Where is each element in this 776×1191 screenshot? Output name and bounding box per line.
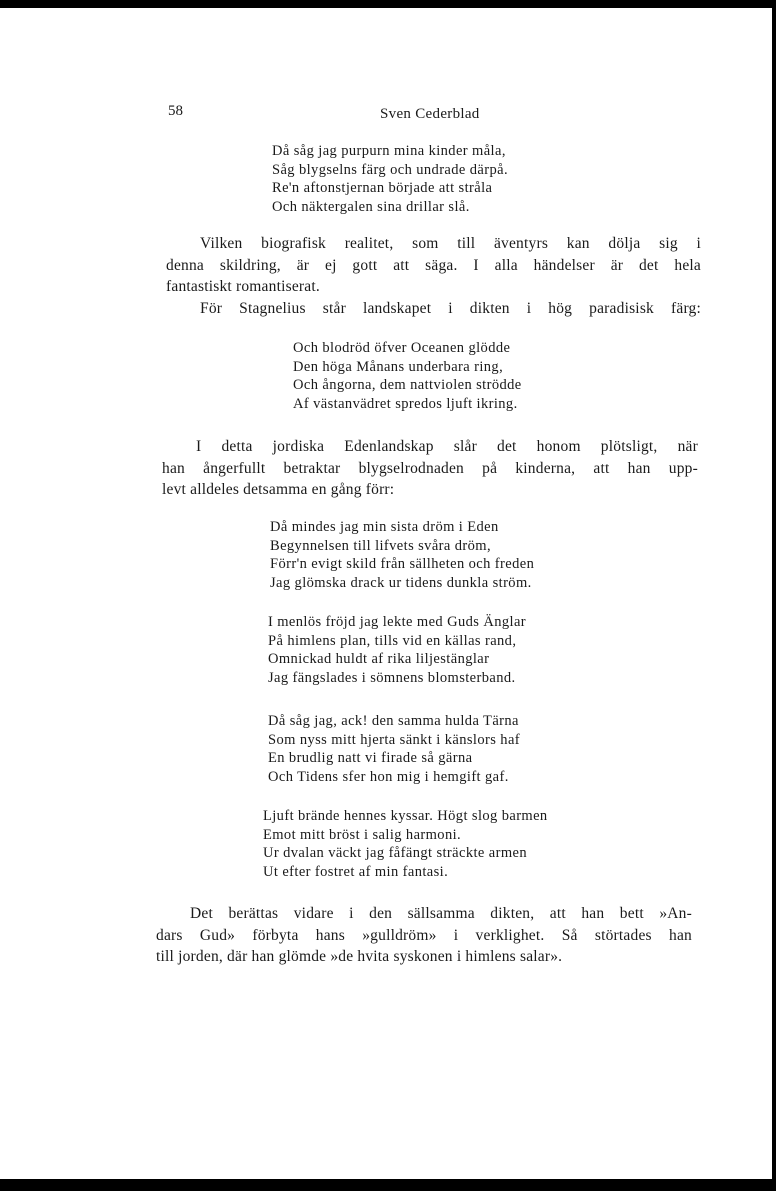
poem-stanza-1 [272,142,508,216]
text-line: till jorden, där han glömde »de hvita syskonen i himlens salar». [156,948,563,965]
poem-line: Och Tidens sfer hon mig i hemgift gaf. [268,768,509,785]
text-line: levt alldeles detsamma en gång förr: [162,481,395,498]
poem-line: Då såg jag, ack! den samma hulda Tärna [268,713,519,729]
poem-line: Den höga Månans underbara ring, [293,358,504,375]
poem-line: Ur dvalan väckt jag fåfängt sträckte armen [263,845,527,862]
text-line: För Stagnelius står landskapet i dikten i hög paradisisk färg: [200,300,701,317]
poem-line: Begynnelsen till lifvets svåra dröm, [270,537,491,554]
poem-line: I menlös fröjd jag lekte med Guds Änglar [268,614,527,630]
poem-line: Ut efter fostret af min fantasi. [263,863,449,880]
text-line: denna skildring, är ej gott att säga. I alla händelser är det hela [166,256,701,274]
text-line: fantastiskt romantiserat. [166,278,320,295]
scan-edge-right [772,0,776,1191]
poem-line: Och blodröd öfver Oceanen glödde [293,340,511,356]
poem-stanza-4 [268,613,526,687]
paragraph-4 [156,903,692,968]
text-line: Vilken biografisk realitet, som till äventyrs kan dölja sig i [200,235,701,252]
poem-stanza-3 [270,518,534,592]
poem-line: Såg blygselns färg och undrade därpå. [272,161,508,178]
poem-line: Af västanvädret spredos ljuft ikring. [293,395,518,412]
poem-line: Som nyss mitt hjerta sänkt i känslors haf [268,731,521,748]
poem-line: Jag fängslades i sömnens blomsterband. [268,669,516,686]
poem-line: Då mindes jag min sista dröm i Eden [270,519,499,535]
poem-line: Förr'n evigt skild från sällheten och freden [270,556,535,573]
poem-stanza-5 [268,712,520,786]
scan-edge-bottom [0,1179,776,1191]
text-line: han ångerfullt betraktar blygselrodnaden på kinderna, att han upp- [162,459,698,477]
text-line: Det berättas vidare i den sällsamma dikten, att han bett »An- [190,905,692,922]
poem-line: Ljuft brände hennes kyssar. Högt slog barmen [263,808,548,824]
poem-stanza-6 [263,807,548,881]
page-header [168,103,696,127]
text-line: I detta jordiska Edenlandskap slår det honom plötsligt, när [196,438,698,455]
poem-line: Omnickad huldt af rika liljestänglar [268,651,490,668]
poem-line: På himlens plan, tills vid en källas rand, [268,632,517,649]
paragraph-1 [166,233,701,298]
poem-line: Då såg jag purpurn mina kinder måla, [272,143,506,159]
poem-line: Och ångorna, dem nattviolen strödde [293,377,522,394]
poem-line: Emot mitt bröst i salig harmoni. [263,826,462,843]
text-line: dars Gud» förbyta hans »gulldröm» i verklighet. Så störtades han [156,926,692,944]
running-head: Sven Cederblad [380,106,480,122]
poem-stanza-2 [293,339,522,413]
poem-line: Re'n aftonstjernan började att stråla [272,180,493,197]
poem-line: En brudlig natt vi firade så gärna [268,750,473,767]
page-number: 58 [168,103,183,119]
paragraph-2 [166,298,701,320]
scan-edge-top [0,0,776,8]
poem-line: Jag glömska drack ur tidens dunkla ström. [270,574,532,591]
paragraph-3 [162,436,698,501]
poem-line: Och näktergalen sina drillar slå. [272,198,470,215]
